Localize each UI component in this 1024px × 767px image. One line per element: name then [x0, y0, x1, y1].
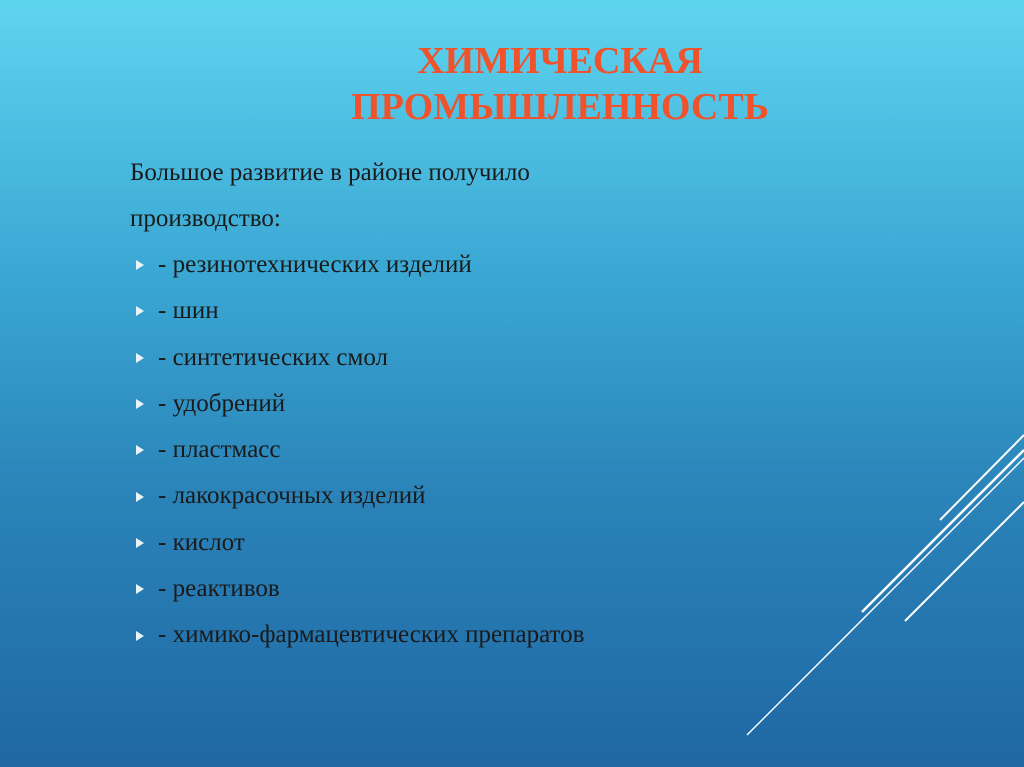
deco-line-1 [940, 435, 1024, 520]
triangle-bullet-icon [136, 353, 144, 363]
triangle-bullet-icon [136, 584, 144, 594]
triangle-bullet-icon [136, 445, 144, 455]
list-item [130, 612, 950, 658]
list-item-label: - пластмасс [158, 436, 281, 464]
triangle-bullet-icon [136, 399, 144, 409]
triangle-bullet-icon [136, 306, 144, 316]
product-list [130, 242, 950, 659]
list-item [130, 335, 950, 381]
intro-line-2: производство: [130, 205, 281, 232]
list-item-label: - химико-фармацевтических препаратов [158, 621, 585, 649]
list-item-label: - синтетических смол [158, 343, 388, 371]
list-item [130, 288, 950, 334]
list-item-label: - удобрений [158, 389, 286, 417]
list-item-label: - кислот [158, 528, 245, 556]
list-item [130, 242, 950, 288]
list-item [130, 427, 950, 473]
triangle-bullet-icon [136, 260, 144, 270]
list-item-label: - резинотехнических изделий [158, 251, 472, 278]
triangle-bullet-icon [136, 631, 144, 641]
list-item-label: - реактивов [158, 575, 280, 603]
list-item-label: - лакокрасочных изделий [158, 482, 426, 510]
title-line-2: ПРОМЫШЛЕННОСТЬ [351, 86, 769, 128]
triangle-bullet-icon [136, 492, 144, 502]
triangle-bullet-icon [136, 538, 144, 548]
list-item-label: - шин [158, 297, 219, 325]
list-item [130, 566, 950, 612]
slide-content [130, 150, 950, 659]
list-item [130, 381, 950, 427]
list-item [130, 473, 950, 519]
slide-title [300, 38, 820, 130]
intro-line-1: Большое развитие в районе получило [130, 159, 530, 186]
list-item [130, 520, 950, 566]
intro-text [130, 150, 950, 242]
title-line-1: ХИМИЧЕСКАЯ [417, 40, 703, 82]
